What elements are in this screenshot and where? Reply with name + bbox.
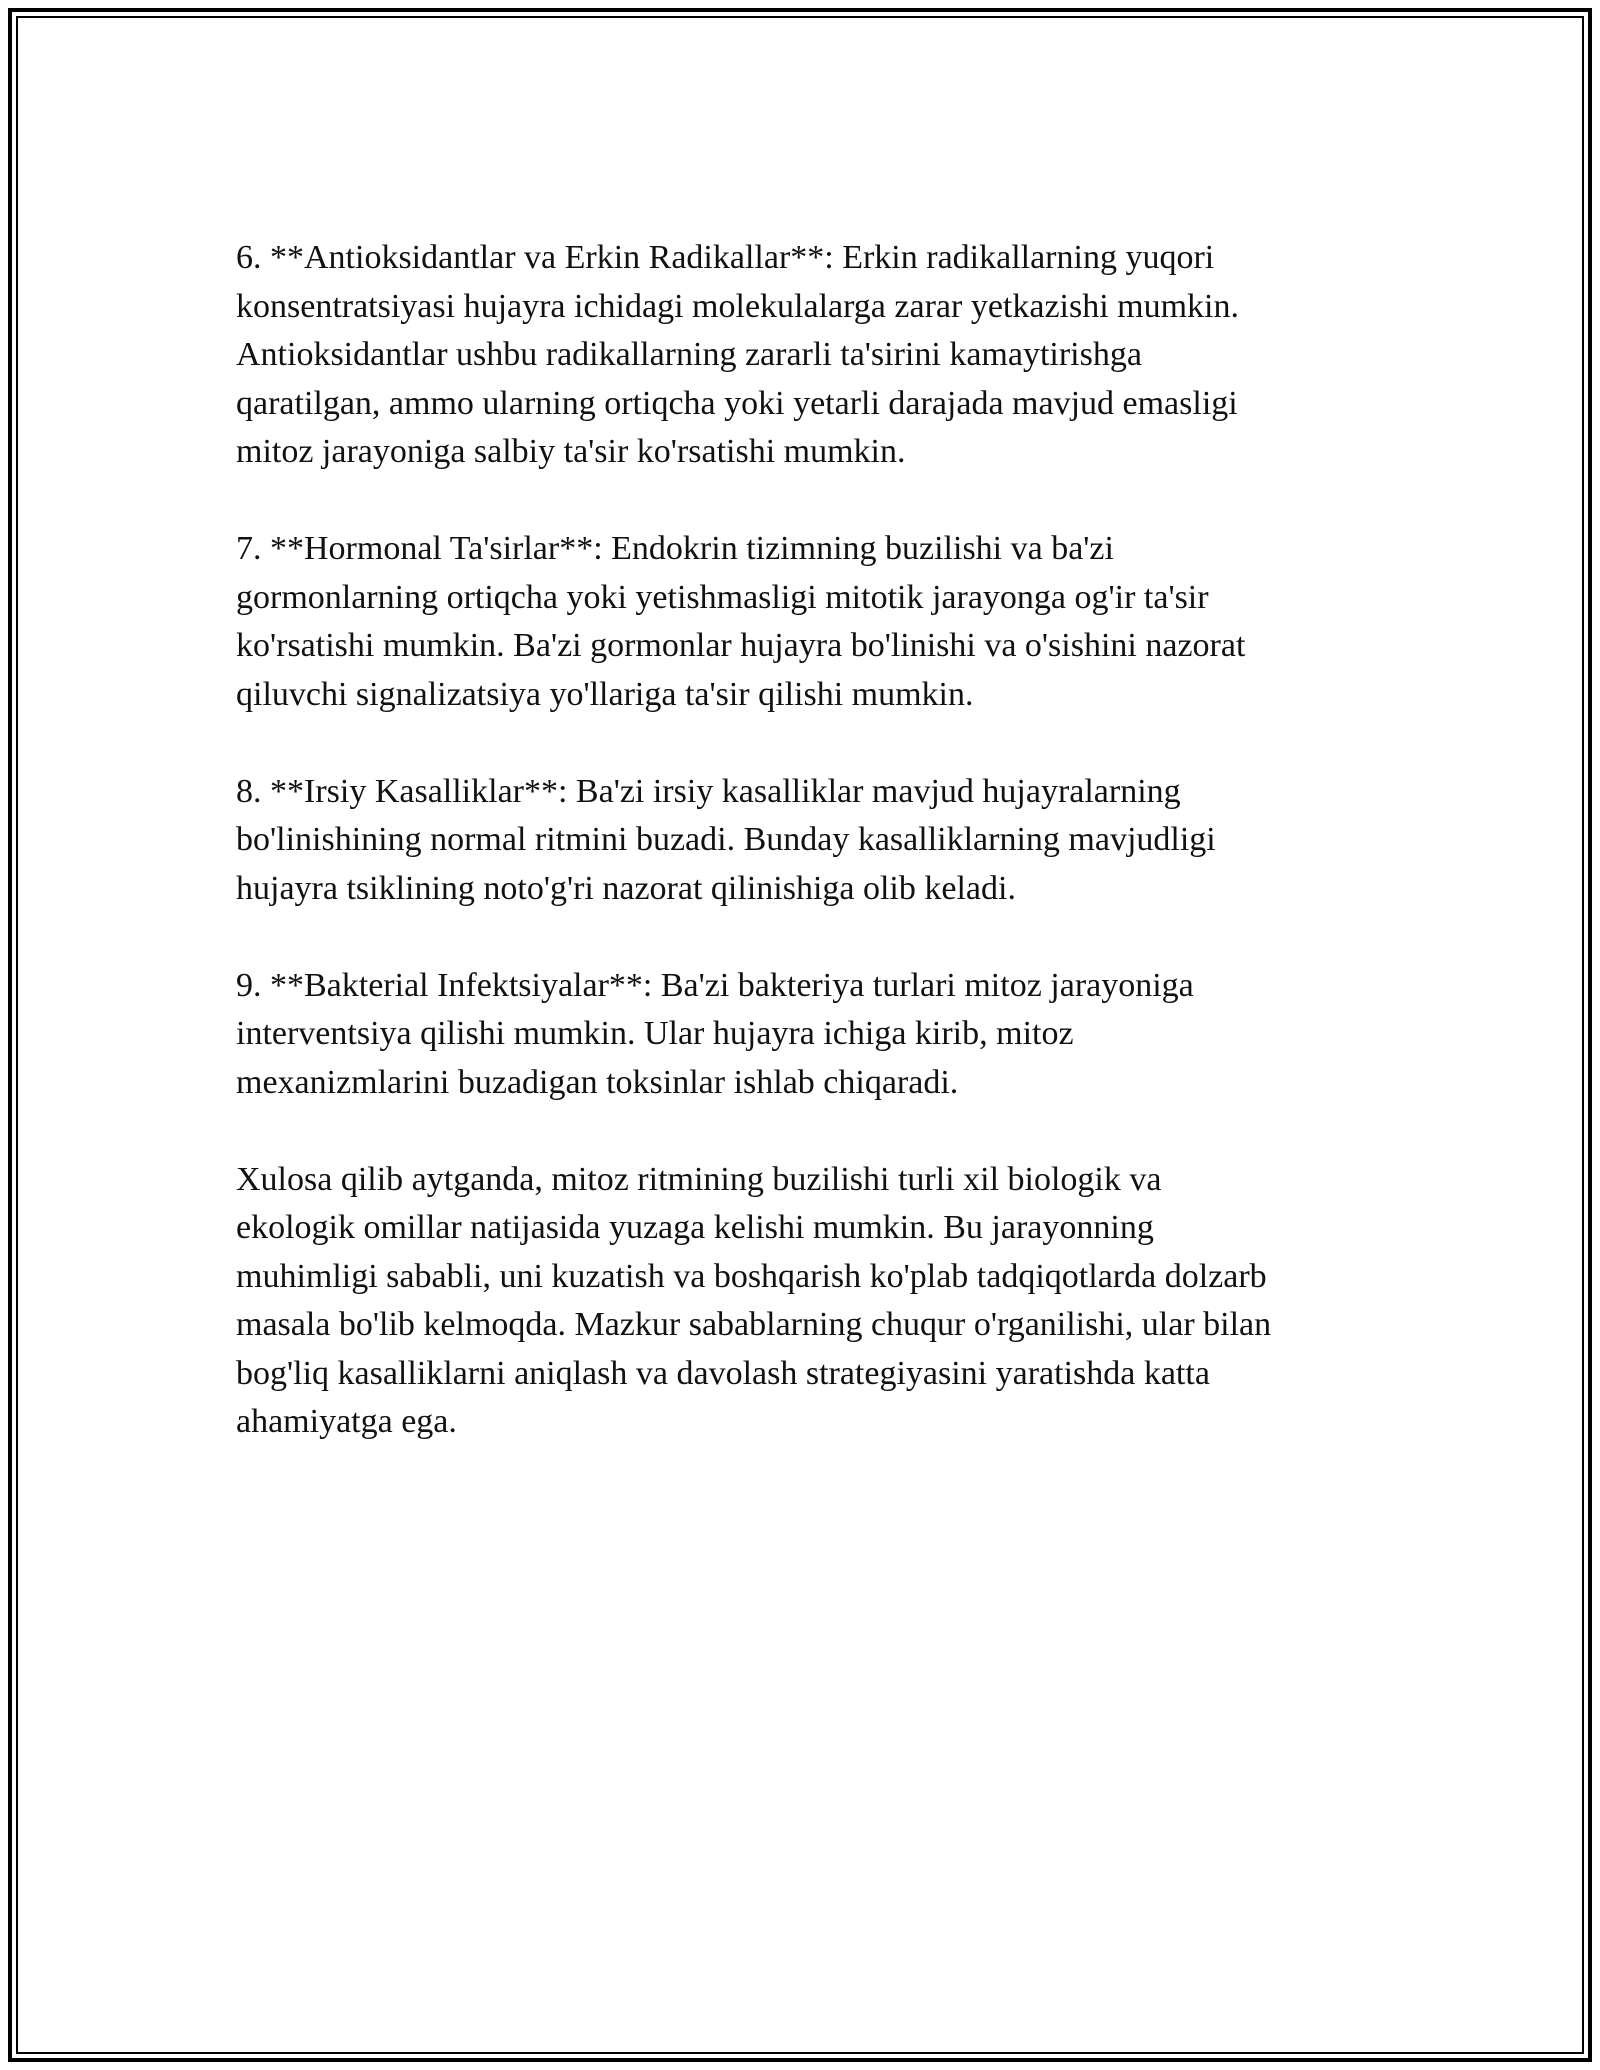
paragraph-conclusion: Xulosa qilib aytganda, mitoz ritmining buzilishi turli xil biologik va ekologik omillar natijasida yuzaga kelishi mumkin. Bu jarayonning muhimligi sababli, uni kuzatish va boshqarish ko'plab tadqiqotlarda dolzarb masala bo'lib kelmoqda. Mazkur sabablarning chuqur o'rganilishi, ular bilan bog'liq kasalliklarni aniqlash va davolash strategiyasini yaratishda katta ahamiyatga ega. xyxy=(236,1160,1272,1440)
paragraph-hormonal: 7. **Hormonal Ta'sirlar**: Endokrin tizimning buzilishi va ba'zi gormonlarning ortiqcha yoki yetishmasligi mitotik jarayonga og'ir ta'sir ko'rsatishi mumkin. Ba'zi gormonlar hujayra bo'linishi va o'sishini nazorat qiluvchi signalizatsiya yo'llariga ta'sir qilishi mumkin. xyxy=(236,530,1246,713)
paragraph-antioxidants: 6. **Antioksidantlar va Erkin Radikallar**: Erkin radikallarning yuqori konsentratsiyasi hujayra ichidagi molekulalarga zarar yetkazishi mumkin. Antioksidantlar ushbu radikallarning zararli ta'sirini kamaytirishga qaratilgan, ammo ularning ortiqcha yoki yetarli darajada mavjud emasligi mitoz jarayoniga salbiy ta'sir ko'rsatishi mumkin. xyxy=(236,239,1239,470)
document-body xyxy=(236,234,1366,1495)
paragraph-hereditary: 8. **Irsiy Kasalliklar**: Ba'zi irsiy kasalliklar mavjud hujayralarning bo'linishining normal ritmini buzadi. Bunday kasalliklarning mavjudligi hujayra tsiklining noto'g'ri nazorat qilinishiga olib keladi. xyxy=(236,772,1216,907)
paragraph-bacterial: 9. **Bakterial Infektsiyalar**: Ba'zi bakteriya turlari mitoz jarayoniga interventsiya qilishi mumkin. Ular hujayra ichiga kirib, mitoz mexanizmlarini buzadigan toksinlar ishlab chiqaradi. xyxy=(236,966,1194,1101)
